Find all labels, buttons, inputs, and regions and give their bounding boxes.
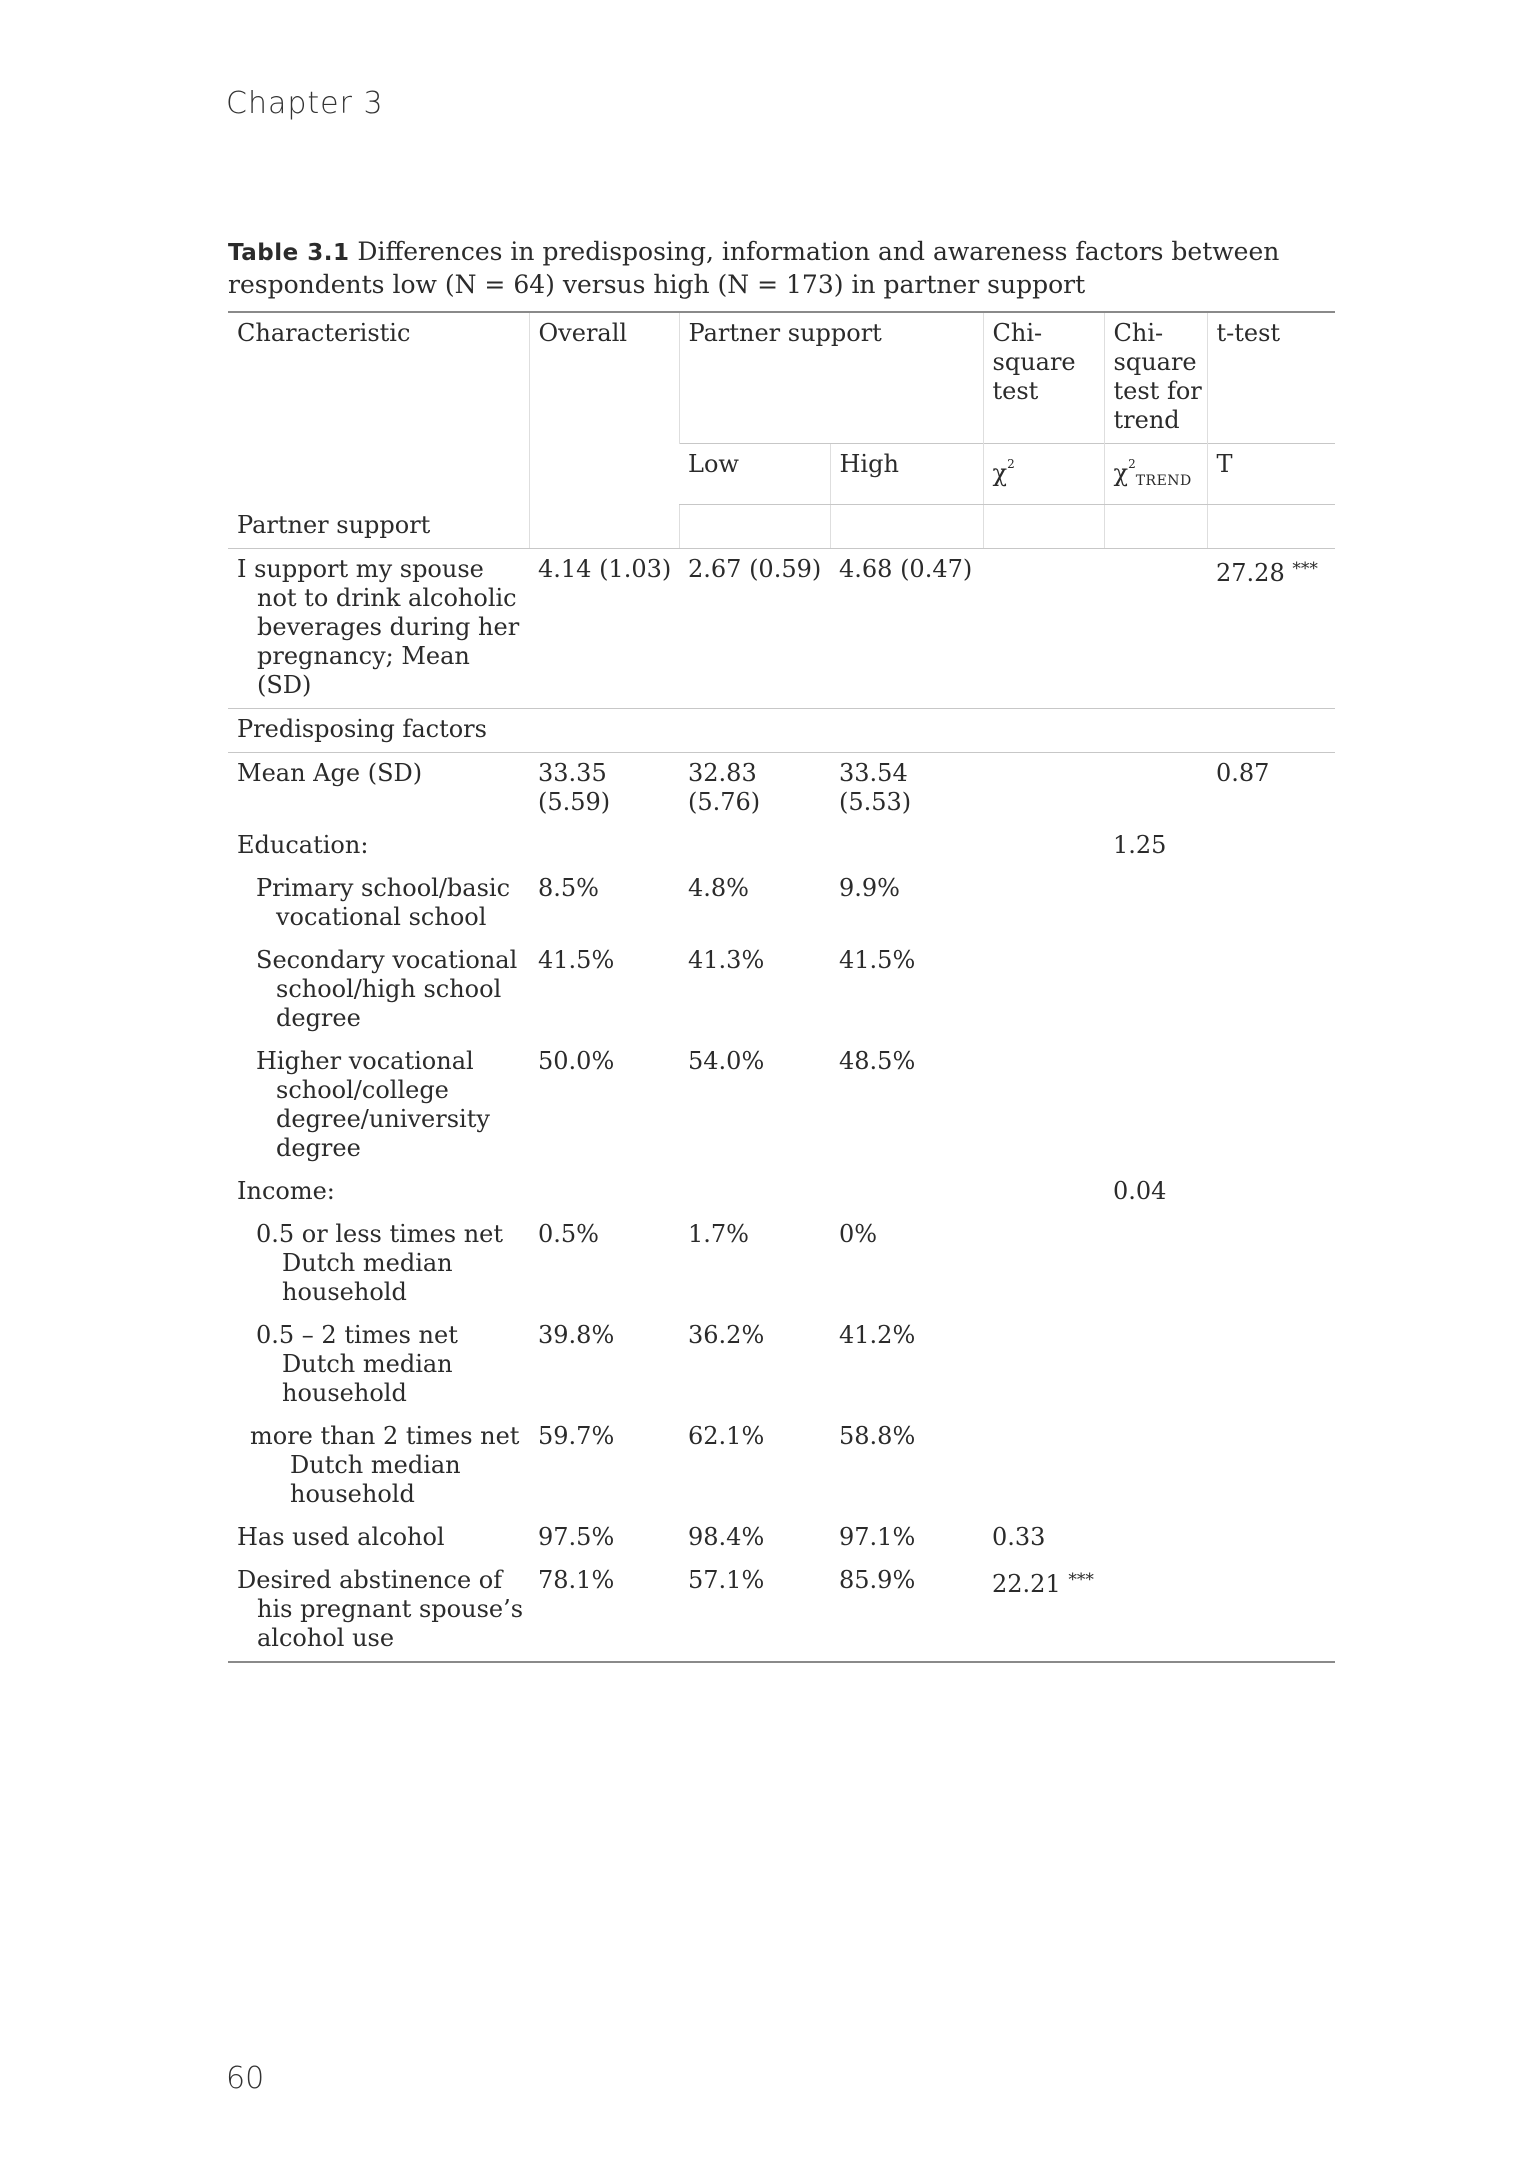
cell-t: 0.87 — [1216, 758, 1270, 787]
table-caption — [228, 236, 1338, 300]
cell-low: 32.83 (5.76) — [688, 758, 761, 816]
header-chi-square-trend: Chi-square test for trend — [1104, 312, 1207, 444]
cell-overall: 33.35 (5.59) — [538, 758, 611, 816]
cell-low: 36.2% — [688, 1320, 765, 1349]
cell-high: 4.68 (0.47) — [830, 548, 983, 708]
cell-overall: 50.0% — [538, 1046, 615, 1075]
row-label: Education: — [237, 830, 369, 859]
cell-trend: 0.04 — [1113, 1176, 1167, 1205]
chi-trend-superscript: 2 — [1128, 457, 1136, 471]
cell-overall: 8.5% — [538, 873, 599, 902]
cell-high: 85.9% — [839, 1565, 916, 1594]
table-row — [228, 1171, 1335, 1214]
table-row — [228, 752, 1335, 825]
row-label: 0.5 – 2 times net Dutch median household — [256, 1320, 458, 1407]
header-overall: Overall — [529, 312, 679, 505]
row-label: Desired abstinence of his pregnant spouse’s alcohol use — [237, 1565, 524, 1652]
table-row — [228, 1560, 1335, 1662]
row-label: Higher vocational school/college degree/university degree — [256, 1046, 490, 1162]
cell-high: 48.5% — [839, 1046, 916, 1075]
row-label: Has used alcohol — [237, 1522, 445, 1551]
cell-high: 41.2% — [839, 1320, 916, 1349]
cell-low: 2.67 (0.59) — [679, 548, 830, 708]
header-partner-support: Partner support — [679, 312, 983, 444]
running-head: Chapter 3 — [226, 86, 384, 121]
cell-high: 33.54 (5.53) — [839, 758, 912, 816]
page-number: 60 — [226, 2061, 265, 2096]
cell-overall: 59.7% — [538, 1421, 615, 1450]
cell-high: 41.5% — [839, 945, 916, 974]
header-characteristic: Characteristic — [237, 319, 411, 347]
row-label: more than 2 times net Dutch median household — [250, 1421, 520, 1508]
cell-low: 1.7% — [688, 1219, 749, 1248]
section-partner-support: Partner support — [228, 505, 529, 549]
table-label: Table 3.1 — [228, 240, 350, 266]
chi-value: 22.21 — [992, 1569, 1061, 1598]
header-t-test: t-test — [1207, 312, 1335, 444]
row-label: Secondary vocational school/high school degree — [256, 945, 518, 1032]
cell-low: 41.3% — [688, 945, 765, 974]
header-chi-trend-symbol — [1104, 444, 1207, 505]
section-predisposing: Predisposing factors — [228, 708, 529, 752]
chi-trend-symbol: χ — [1113, 459, 1129, 487]
table-row — [228, 1517, 1335, 1560]
header-row — [228, 312, 1335, 444]
cell-overall: 39.8% — [538, 1320, 615, 1349]
cell-low: 57.1% — [688, 1565, 765, 1594]
table-row — [228, 548, 1335, 708]
header-chi-symbol — [983, 444, 1104, 505]
header-t: T — [1207, 444, 1335, 505]
cell-high: 9.9% — [839, 873, 900, 902]
cell-overall: 4.14 (1.03) — [529, 548, 679, 708]
cell-chi: 0.33 — [992, 1522, 1046, 1551]
row-label: Mean Age (SD) — [237, 758, 423, 787]
table-row — [228, 1041, 1335, 1171]
cell-trend: 1.25 — [1113, 830, 1167, 859]
cell-high: 58.8% — [839, 1421, 916, 1450]
cell-low: 98.4% — [688, 1522, 765, 1551]
cell-overall: 0.5% — [538, 1219, 599, 1248]
cell-high: 97.1% — [839, 1522, 916, 1551]
significance-marker: *** — [1292, 558, 1318, 579]
cell-t — [1207, 548, 1335, 708]
table-row — [228, 940, 1335, 1041]
table-row — [228, 1416, 1335, 1517]
cell-low: 62.1% — [688, 1421, 765, 1450]
table-caption-text: Differences in predisposing, information and awareness factors between respondents low (N = 64) versus high (N = 173) in partner support — [228, 237, 1280, 299]
cell-overall: 97.5% — [538, 1522, 615, 1551]
row-label: 0.5 or less times net Dutch median household — [256, 1219, 504, 1306]
chi-superscript: 2 — [1007, 457, 1015, 471]
table-row — [228, 1214, 1335, 1315]
row-label: Primary school/basic vocational school — [256, 873, 511, 931]
table-row — [228, 825, 1335, 868]
chi-symbol: χ — [992, 459, 1008, 487]
header-high: High — [830, 444, 983, 505]
t-value: 27.28 — [1216, 558, 1285, 587]
table-row — [228, 868, 1335, 940]
row-label: Income: — [237, 1176, 335, 1205]
row-label: I support my spouse not to drink alcoholic beverages during her pregnancy; Mean (SD) — [228, 548, 529, 708]
cell-overall: 78.1% — [538, 1565, 615, 1594]
significance-marker: *** — [1068, 1569, 1094, 1590]
cell-high: 0% — [839, 1219, 878, 1248]
cell-overall: 41.5% — [538, 945, 615, 974]
cell-chi — [983, 1560, 1104, 1662]
table-row — [228, 1315, 1335, 1416]
section-row — [228, 708, 1335, 752]
header-chi-square-test: Chi-square test — [983, 312, 1104, 444]
section-row — [228, 505, 1335, 549]
data-table — [228, 311, 1335, 1663]
chi-trend-subscript: TREND — [1135, 473, 1192, 489]
header-low: Low — [679, 444, 830, 505]
cell-low: 4.8% — [688, 873, 749, 902]
cell-low: 54.0% — [688, 1046, 765, 1075]
